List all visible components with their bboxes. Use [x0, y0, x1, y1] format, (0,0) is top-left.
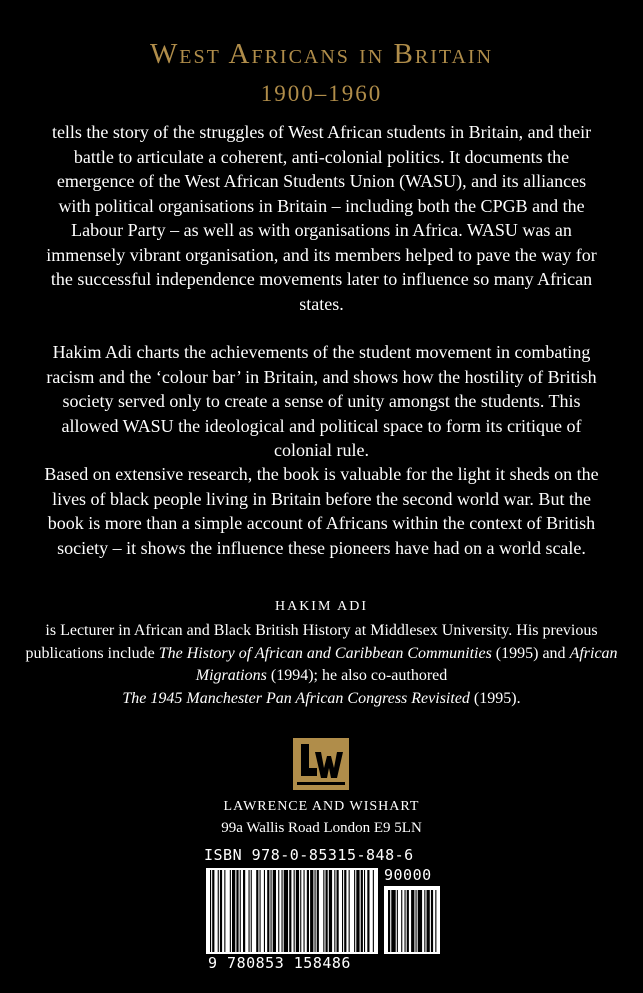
barcode-bar [243, 870, 245, 952]
barcode-addon-bar [388, 890, 390, 952]
barcode-bar [236, 870, 238, 952]
barcode-bar [304, 870, 305, 952]
barcode-bar [342, 870, 343, 952]
barcode-bar [344, 870, 346, 952]
barcode-bar [220, 870, 222, 952]
barcode-addon-bar [401, 890, 402, 952]
barcode-addon-bar [407, 890, 409, 952]
barcode-bar [354, 870, 355, 952]
barcode-bar [337, 870, 339, 952]
barcode-bar [264, 870, 265, 952]
barcode-bar [232, 870, 235, 952]
barcode-addon-bar [418, 890, 422, 952]
bio-text-2: (1995) and [491, 644, 570, 662]
barcode-bar [334, 870, 335, 952]
barcode-bar [367, 870, 369, 952]
barcode-bar [323, 870, 324, 952]
bio-text-1: is Lecturer in African and Black British History at Middlesex University. His previous publications include [25, 622, 598, 662]
barcode-bar [329, 870, 332, 952]
publisher-address: 99a Wallis Road London E9 5LN [221, 820, 422, 836]
barcode-bar [294, 870, 295, 952]
barcode-bar [349, 870, 350, 952]
barcode-addon-bar [391, 890, 395, 952]
barcode-bar [373, 870, 374, 952]
barcode-bar [218, 870, 219, 952]
publisher-name: LAWRENCE AND WISHART [223, 799, 420, 814]
blurb-paragraph-3: Based on extensive research, the book is valuable for the light it sheds on the lives of black people living in Britain before the second world war. But the book is more than a simple account of Africans within the context of British society – it shows the influence these pioneers have had on a world scale. [44, 464, 599, 558]
author-name: HAKIM ADI [274, 599, 369, 614]
isbn-label: ISBN 978-0-85315-848-6 [204, 846, 414, 864]
barcode-bar [307, 870, 309, 952]
blurb-paragraph-1: tells the story of the struggles of West African students in Britain, and their battle to articulate a coherent, anti-colonial politics. It documents the emergence of the West African Students Union (WASU), and its alliances with political organisations in Britain – including both the CPGB and the Labour Party – as well as with organisations in Africa. WASU was an immensely vibrant organisation, and its members helped to pave the way for the successful independence movements later to influence so many African states. [46, 122, 597, 314]
barcode-bar [230, 870, 231, 952]
barcode-bar [256, 870, 258, 952]
barcode-addon-bar [435, 890, 436, 952]
barcode-bar [284, 870, 288, 952]
blurb-paragraph-2: Hakim Adi charts the achievements of the student movement in combating racism and the ‘colour bar’ in Britain, and shows how the hostility of British society served only to create a sense of unity amongst the students. This allowed WASU the ideological and political space to form its critique of colonial rule. [46, 342, 597, 460]
barcode-bar [315, 870, 316, 952]
barcode-digits: 9 780853 158486 [198, 954, 388, 972]
barcode-bar [210, 870, 211, 952]
barcode-addon-bar [411, 890, 414, 952]
book-title-1: The History of African and Caribbean Communities [158, 644, 492, 662]
barcode-bar [282, 870, 283, 952]
barcode-bar [289, 870, 291, 952]
barcode-bar [224, 870, 225, 952]
barcode-bar [212, 870, 214, 952]
bio-text-3: (1994); he also co-authored [266, 667, 448, 684]
barcode-bar [356, 870, 359, 952]
barcode-addon-bar [397, 890, 398, 952]
barcode-bar [271, 870, 272, 952]
barcode-bar [273, 870, 276, 952]
barcode-bar [361, 870, 363, 952]
barcode-addon-bar [431, 890, 433, 952]
book-title-2: African Migrations [195, 644, 618, 684]
barcode-bar [251, 870, 252, 952]
barcode-addon-bar [405, 890, 406, 952]
barcode-bar [310, 870, 313, 952]
barcode-bar [326, 870, 328, 952]
barcode-bar [317, 870, 319, 952]
bio-text-4: (1995). [469, 689, 521, 707]
barcode-bar [296, 870, 299, 952]
barcode-bar [249, 870, 250, 952]
barcode-bar [300, 870, 301, 952]
barcode-bar [278, 870, 279, 952]
barcode-bar [267, 870, 269, 952]
barcode-addon-bar [416, 890, 417, 952]
barcode [198, 846, 444, 976]
barcode-addon-bar [424, 890, 425, 952]
barcode-addon-bar [427, 890, 430, 952]
barcode-bar [260, 870, 261, 952]
book-subtitle: 1900–1960 [260, 81, 383, 106]
book-title: West Africans in Britain [149, 38, 494, 70]
barcode-bar [364, 870, 365, 952]
barcode-bar [240, 870, 241, 952]
lw-logo-icon [293, 738, 349, 790]
barcode-addon-digits: 90000 [384, 866, 432, 884]
book-title-3: The 1945 Manchester Pan African Congress Revisited [122, 689, 470, 707]
author-bio [20, 620, 623, 710]
